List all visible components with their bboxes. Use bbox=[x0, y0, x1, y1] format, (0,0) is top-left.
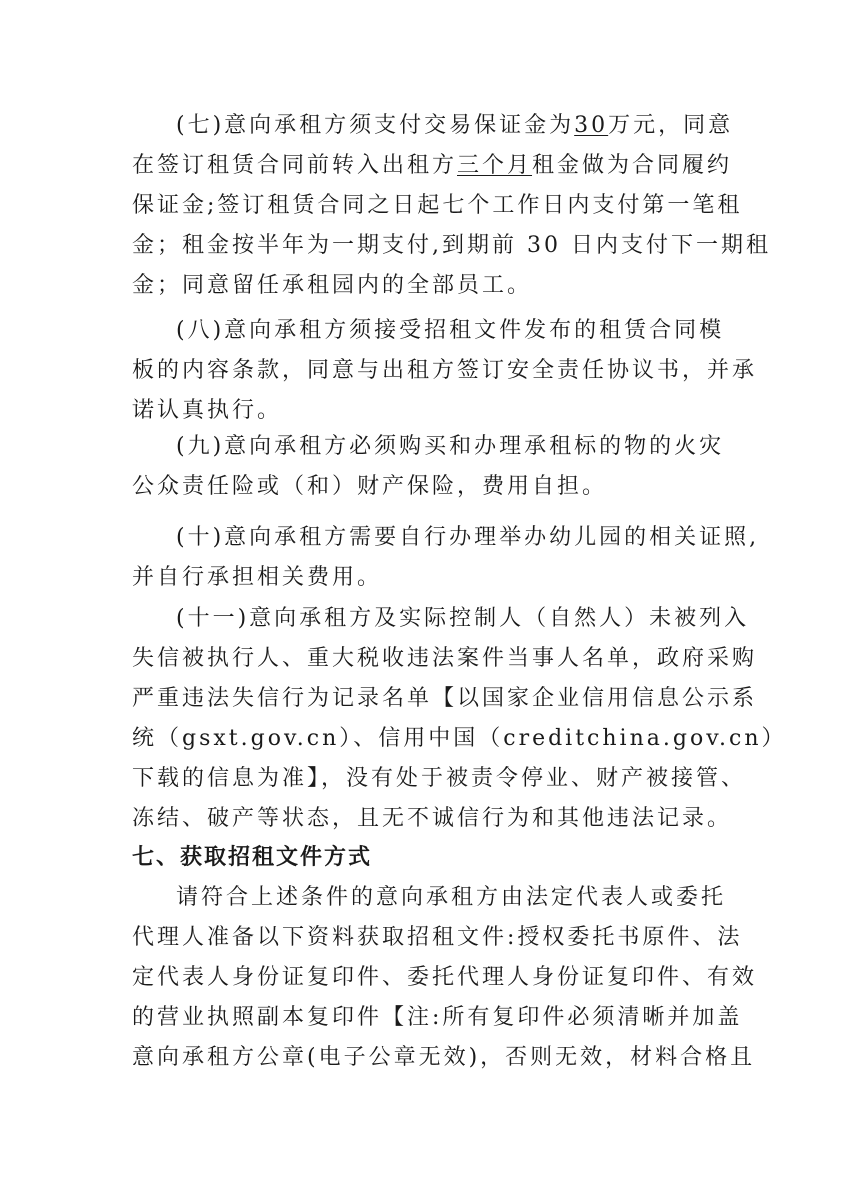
clause-10 bbox=[132, 518, 760, 598]
clause-10-line-2: 并自行承担相关费用。 bbox=[132, 565, 383, 590]
clause-11-line-2: 失信被执行人、重大税收违法案件当事人名单，政府采购 bbox=[132, 646, 758, 671]
section-7-line-3: 定代表人身份证复印件、委托代理人身份证复印件、有效 bbox=[132, 965, 758, 990]
clause-11-line-1: (十一)意向承租方及实际控制人（自然人）未被列入 bbox=[176, 606, 750, 631]
section-7-heading: 七、获取招租文件方式 bbox=[132, 845, 373, 870]
clause-11-line-3: 严重违法失信行为记录名单【以国家企业信用信息公示系 bbox=[132, 686, 758, 711]
section-7-line-2: 代理人准备以下资料获取招租文件:授权委托书原件、法 bbox=[132, 925, 743, 950]
deposit-amount: 30 bbox=[574, 113, 609, 138]
clause-7 bbox=[132, 106, 771, 306]
clause-11-line-4: 统（gsxt.gov.cn）、信用中国（creditchina.gov.cn） bbox=[132, 726, 787, 751]
rent-months: 三个月 bbox=[457, 153, 533, 178]
clause-9-line-1: (九)意向承租方必须购买和办理承租标的物的火灾 bbox=[176, 434, 725, 459]
clause-8-line-3: 诺认真执行。 bbox=[132, 398, 283, 423]
clause-10-line-1: (十)意向承租方需要自行办理举办幼儿园的相关证照, bbox=[176, 525, 760, 550]
clause-8 bbox=[132, 311, 758, 431]
clause-7-line-3: 保证金;签订租赁合同之日起七个工作日内支付第一笔租 bbox=[132, 193, 743, 218]
clause-9 bbox=[132, 427, 725, 507]
clause-7-line-1: (七)意向承租方须支付交易保证金为30万元，同意 bbox=[176, 113, 734, 138]
section-7-line-4: 的营业执照副本复印件【注:所有复印件必须清晰并加盖 bbox=[132, 1005, 743, 1030]
clause-7-line-2: 在签订租赁合同前转入出租方三个月租金做为合同履约 bbox=[132, 153, 733, 178]
clause-7-line-5: 金；同意留任承租园内的全部员工。 bbox=[132, 273, 533, 298]
clause-7-line-4: 金；租金按半年为一期支付,到期前 30 日内支付下一期租 bbox=[132, 233, 771, 258]
section-7-line-5: 意向承租方公章(电子公章无效)，否则无效，材料合格且 bbox=[132, 1045, 756, 1070]
clause-11-line-5: 下载的信息为准】，没有处于被责令停业、财产被接管、 bbox=[132, 766, 747, 791]
section-7 bbox=[132, 838, 758, 1078]
clause-11 bbox=[132, 599, 787, 839]
clause-9-line-2: 公众责任险或（和）财产保险，费用自担。 bbox=[132, 474, 608, 499]
clause-8-line-2: 板的内容条款，同意与出租方签订安全责任协议书，并承 bbox=[132, 358, 758, 383]
clause-8-line-1: (八)意向承租方须接受招租文件发布的租赁合同模 bbox=[176, 318, 725, 343]
section-7-line-1: 请符合上述条件的意向承租方由法定代表人或委托 bbox=[176, 885, 727, 910]
clause-11-line-6: 冻结、破产等状态，且无不诚信行为和其他违法记录。 bbox=[132, 806, 733, 831]
